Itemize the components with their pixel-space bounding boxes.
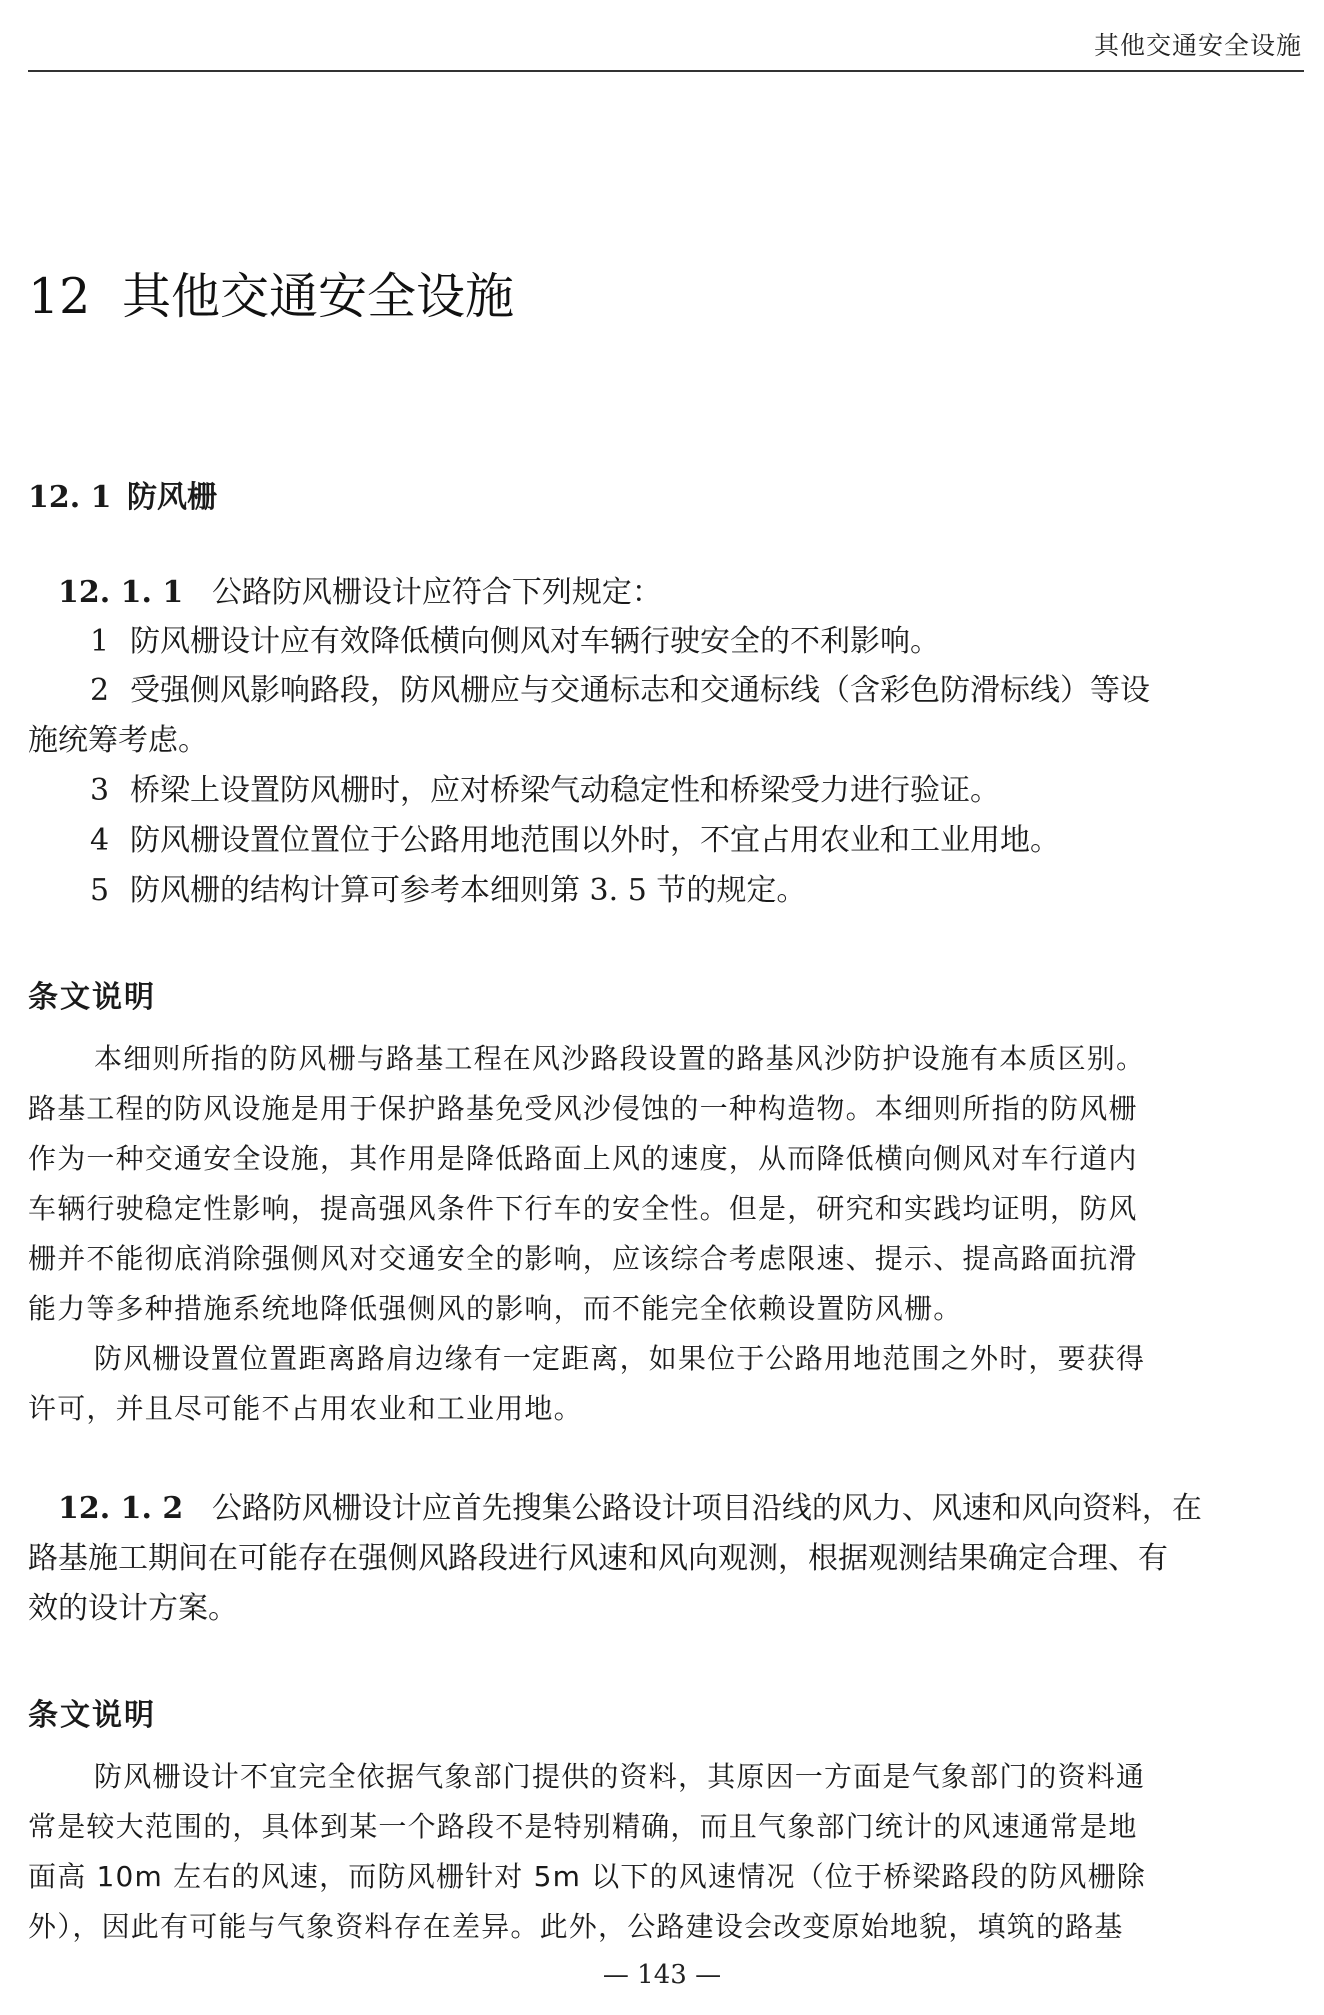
clause-line: 效的设计方案。: [28, 1591, 238, 1626]
chapter-number: 12: [28, 268, 91, 325]
header-rule: [28, 70, 1304, 72]
section-title: [28, 472, 217, 516]
clause-item: [28, 820, 1304, 862]
item-text: 防风栅设计应有效降低横向侧风对车辆行驶安全的不利影响。: [130, 624, 940, 659]
section-number: 12. 1: [28, 480, 112, 515]
commentary-line: 栅并不能彻底消除强侧风对交通安全的影响，应该综合考虑限速、提示、提高路面抗滑: [28, 1242, 1138, 1275]
chapter-title: [28, 258, 514, 328]
item-number: 4: [90, 823, 110, 858]
commentary-line: 外），因此有可能与气象资料存在差异。此外，公路建设会改变原始地貌，填筑的路基: [28, 1910, 1124, 1943]
clause-heading: [28, 1488, 1304, 1530]
clause-item: [28, 621, 1304, 663]
page-number: — 143 —: [602, 1960, 722, 1990]
commentary-heading: 条文说明: [28, 980, 156, 1015]
commentary-line: 面高 10m 左右的风速，而防风栅针对 5m 以下的风速情况（位于桥梁路段的防风栅除: [28, 1860, 1146, 1893]
chapter-title-text: 其他交通安全设施: [122, 268, 515, 325]
commentary-line: 常是较大范围的，具体到某一个路段不是特别精确，而且气象部门统计的风速通常是地: [28, 1810, 1138, 1843]
clause-line: 路基施工期间在可能存在强侧风路段进行风速和风向观测，根据观测结果确定合理、有: [28, 1541, 1168, 1576]
running-header: 其他交通安全设施: [1093, 31, 1302, 60]
commentary-line: 防风栅设计不宜完全依据气象部门提供的资料，其原因一方面是气象部门的资料通: [94, 1760, 1146, 1793]
commentary-line: 本细则所指的防风栅与路基工程在风沙路段设置的路基风沙防护设施有本质区别。: [94, 1042, 1146, 1075]
commentary-line: 路基工程的防风设施是用于保护路基免受风沙侵蚀的一种构造物。本细则所指的防风栅: [28, 1092, 1138, 1125]
clause-item: [28, 770, 1304, 812]
item-text: 防风栅设置位置位于公路用地范围以外时，不宜占用农业和工业用地。: [130, 823, 1060, 858]
clause-number: 12. 1. 1: [58, 575, 184, 610]
clause-item: [28, 870, 1304, 912]
clause-text: 公路防风栅设计应符合下列规定：: [211, 575, 662, 610]
clause-heading: [28, 572, 1304, 614]
clause-item-continuation: 施统筹考虑。: [28, 723, 208, 758]
commentary-line: 许可，并且尽可能不占用农业和工业用地。: [28, 1392, 583, 1425]
item-text: 桥梁上设置防风栅时，应对桥梁气动稳定性和桥梁受力进行验证。: [130, 773, 1000, 808]
item-number: 1: [90, 624, 110, 659]
item-text: 受强侧风影响路段，防风栅应与交通标志和交通标线（含彩色防滑标线）等设: [130, 673, 1150, 708]
item-number: 3: [90, 773, 110, 808]
clause-number: 12. 1. 2: [58, 1491, 184, 1526]
clause-text: 公路防风栅设计应首先搜集公路设计项目沿线的风力、风速和风向资料，在: [211, 1491, 1202, 1526]
section-title-text: 防风栅: [127, 480, 217, 515]
item-number: 5: [90, 873, 110, 908]
commentary-line: 作为一种交通安全设施，其作用是降低路面上风的速度，从而降低横向侧风对车行道内: [28, 1142, 1138, 1175]
commentary-heading: 条文说明: [28, 1698, 156, 1733]
commentary-line: 车辆行驶稳定性影响，提高强风条件下行车的安全性。但是，研究和实践均证明，防风: [28, 1192, 1138, 1225]
commentary-line: 能力等多种措施系统地降低强侧风的影响，而不能完全依赖设置防风栅。: [28, 1292, 963, 1325]
item-number: 2: [90, 673, 110, 708]
item-text: 防风栅的结构计算可参考本细则第 3. 5 节的规定。: [130, 873, 807, 908]
clause-item: [28, 670, 1304, 712]
commentary-line: 防风栅设置位置距离路肩边缘有一定距离，如果位于公路用地范围之外时，要获得: [94, 1342, 1146, 1375]
